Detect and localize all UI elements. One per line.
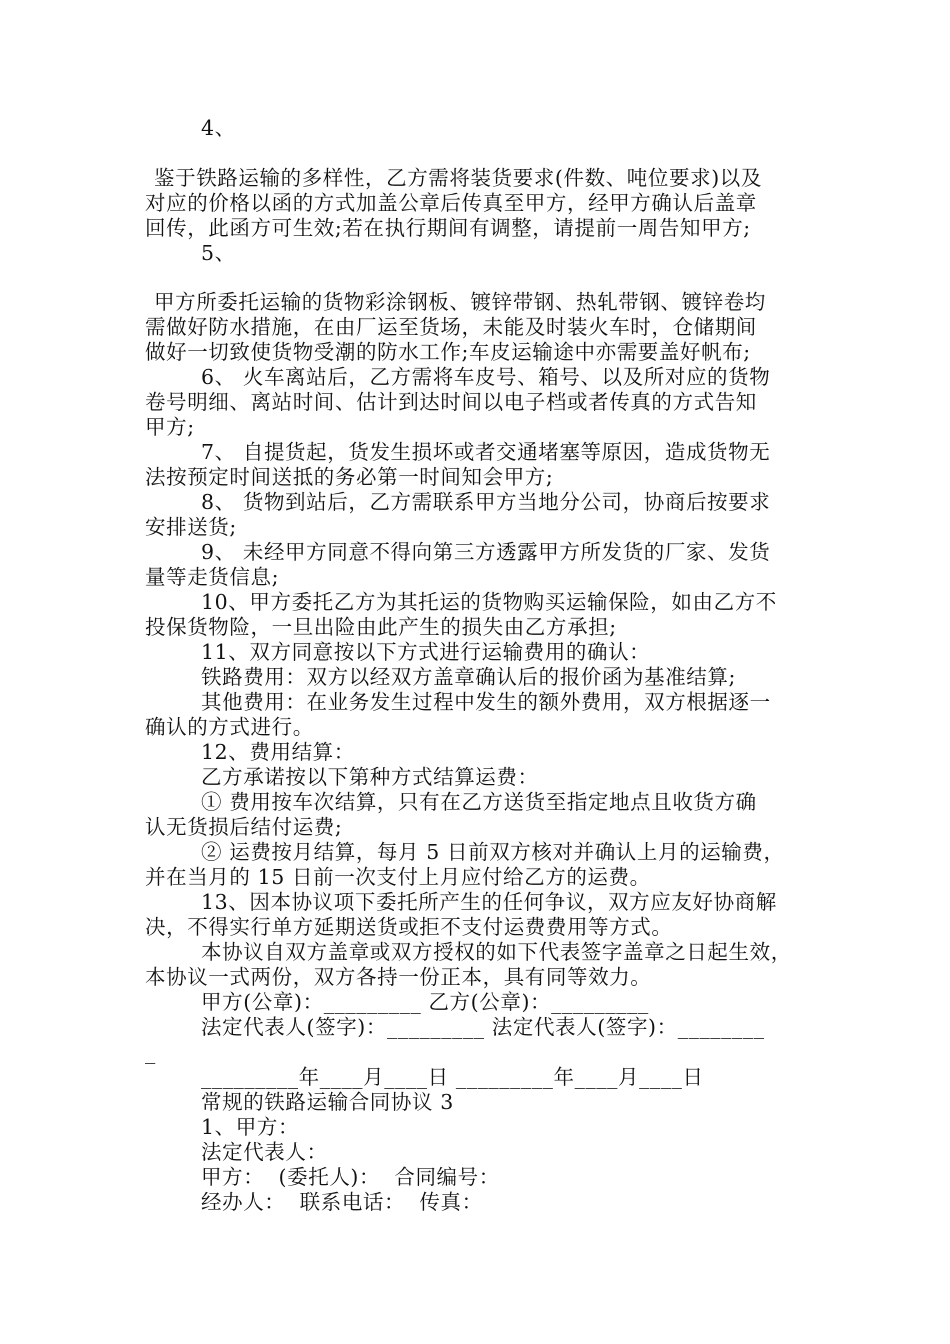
text-line: _ bbox=[145, 1040, 156, 1064]
text-line: _________年____月____日 _________年____月____日 bbox=[201, 1065, 704, 1089]
text-line: 决，不得实行单方延期送货或拒不支付运费费用等方式。 bbox=[145, 915, 673, 939]
text-line: 投保货物险，一旦出险由此产生的损失由乙方承担; bbox=[145, 615, 617, 639]
text-line: 经办人： 联系电话： 传真： bbox=[201, 1190, 483, 1214]
text-line: 鉴于铁路运输的多样性，乙方需将装货要求(件数、吨位要求)以及 bbox=[154, 166, 762, 190]
text-line: 法定代表人： bbox=[201, 1140, 328, 1164]
text-line: 12、费用结算： bbox=[201, 740, 355, 764]
text-line: 卷号明细、离站时间、估计到达时间以电子档或者传真的方式告知 bbox=[145, 390, 757, 414]
text-line: 5、 bbox=[201, 241, 236, 265]
text-line: 6、 火车离站后，乙方需将车皮号、箱号、以及所对应的货物 bbox=[201, 365, 771, 389]
text-line: ② 运费按月结算，每月 5 日前双方核对并确认上月的运输费， bbox=[201, 840, 785, 864]
text-line: 法按预定时间送抵的务必第一时间知会甲方; bbox=[145, 465, 554, 489]
text-line: 确认的方式进行。 bbox=[145, 715, 314, 739]
text-line: 其他费用：在业务发生过程中发生的额外费用，双方根据逐一 bbox=[201, 690, 771, 714]
text-line: 本协议自双方盖章或双方授权的如下代表签字盖章之日起生效， bbox=[201, 940, 792, 964]
text-line: 并在当月的 15 日前一次支付上月应付给乙方的运费。 bbox=[145, 865, 651, 889]
text-line: 认无货损后结付运费; bbox=[145, 815, 343, 839]
text-line: 甲方： (委托人)： 合同编号： bbox=[201, 1165, 500, 1189]
text-line: 铁路费用：双方以经双方盖章确认后的报价函为基准结算; bbox=[201, 665, 737, 689]
text-line: 本协议一式两份，双方各持一份正本，具有同等效力。 bbox=[145, 965, 652, 989]
text-line: 对应的价格以函的方式加盖公章后传真至甲方，经甲方确认后盖章 bbox=[145, 191, 757, 215]
text-line: ① 费用按车次结算，只有在乙方送货至指定地点且收货方确 bbox=[201, 790, 757, 814]
text-line: 安排送货; bbox=[145, 515, 237, 539]
text-line: 法定代表人(签字)：_________ 法定代表人(签字)：________ bbox=[201, 1015, 765, 1039]
text-line: 需做好防水措施，在由厂运至货场，未能及时装火车时，仓储期间 bbox=[145, 315, 757, 339]
text-line: 甲方(公章)：_________ 乙方(公章)：_________ bbox=[201, 990, 649, 1014]
text-line: 甲方所委托运输的货物彩涂钢板、镀锌带钢、热轧带钢、镀锌卷均 bbox=[154, 290, 766, 314]
text-line: 4、 bbox=[201, 116, 236, 140]
text-line: 回传，此函方可生效;若在执行期间有调整，请提前一周告知甲方; bbox=[145, 216, 751, 240]
text-line: 10、甲方委托乙方为其托运的货物购买运输保险，如由乙方不 bbox=[201, 590, 777, 614]
text-line: 8、 货物到站后，乙方需联系甲方当地分公司，协商后按要求 bbox=[201, 490, 771, 514]
text-line: 乙方承诺按以下第种方式结算运费： bbox=[201, 765, 539, 789]
text-line: 做好一切致使货物受潮的防水工作;车皮运输途中亦需要盖好帆布; bbox=[145, 340, 751, 364]
text-line: 甲方; bbox=[145, 415, 195, 439]
text-line: 13、因本协议项下委托所产生的任何争议，双方应友好协商解 bbox=[201, 890, 777, 914]
text-line: 11、双方同意按以下方式进行运输费用的确认： bbox=[201, 640, 651, 664]
text-line: 1、甲方： bbox=[201, 1115, 300, 1139]
text-line: 7、 自提货起，货发生损坏或者交通堵塞等原因，造成货物无 bbox=[201, 440, 771, 464]
text-line: 常规的铁路运输合同协议 3 bbox=[201, 1090, 454, 1114]
text-line: 量等走货信息; bbox=[145, 565, 280, 589]
text-line: 9、 未经甲方同意不得向第三方透露甲方所发货的厂家、发货 bbox=[201, 540, 771, 564]
